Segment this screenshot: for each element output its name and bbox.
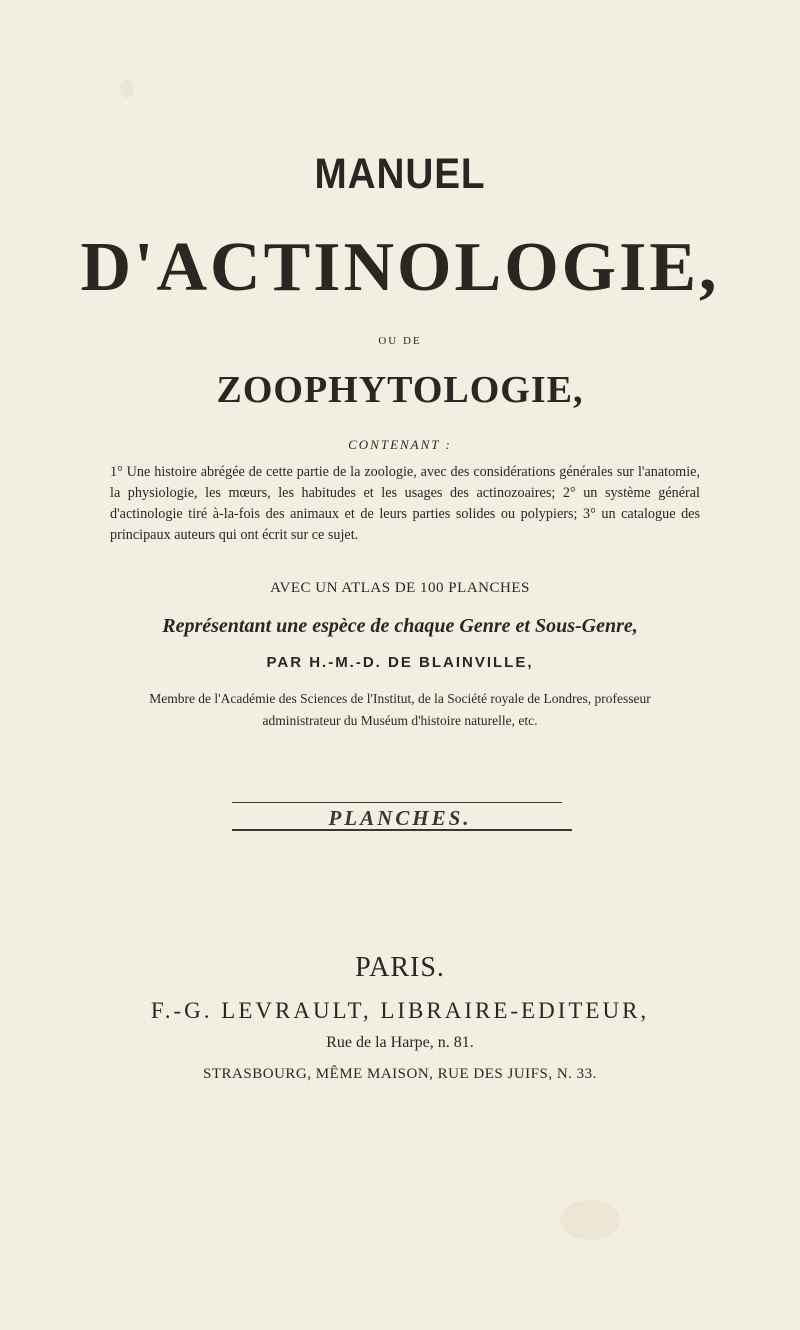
paper-stain bbox=[120, 80, 134, 98]
atlas-line: AVEC UN ATLAS DE 100 PLANCHES bbox=[270, 580, 530, 596]
planches-bottom-rule bbox=[232, 829, 572, 831]
author-credentials-line-1: Membre de l'Académie des Sciences de l'Institut, de la Société royale de Londres, professeur bbox=[149, 691, 651, 706]
city-line: PARIS. bbox=[355, 952, 445, 983]
paper-stain bbox=[560, 1200, 620, 1240]
strasbourg-line: STRASBOURG, MÊME MAISON, RUE DES JUIFS, N. 33. bbox=[203, 1066, 597, 1082]
representant-line: Représentant une espèce de chaque Genre et Sous-Genre, bbox=[162, 615, 638, 637]
publisher-line: F.-G. LEVRAULT, LIBRAIRE-EDITEUR, bbox=[150, 998, 650, 1023]
title-actinologie: D'ACTINOLOGIE, bbox=[80, 229, 720, 306]
address-line: Rue de la Harpe, n. 81. bbox=[326, 1034, 474, 1051]
subtitle-ou-de: OU DE bbox=[378, 335, 422, 347]
contents-paragraph: 1° Une histoire abrégée de cette partie de la zoologie, avec des considérations générales sur l'anatomie, la physiologie, les mœurs, les habitudes et les usages des actinozoaires; 2° un système général d'actinologie tiré à-la-fois des animaux et de leurs parties solides ou polypiers; 3° un catalogue des principaux auteurs qui ont écrit sur ce sujet. bbox=[110, 464, 700, 543]
author-line: PAR H.-M.-D. DE BLAINVILLE, bbox=[266, 654, 534, 671]
author-credentials-line-2: administrateur du Muséum d'histoire naturelle, etc. bbox=[262, 713, 538, 728]
contenant-heading: CONTENANT : bbox=[348, 437, 452, 452]
title-zoophytologie: ZOOPHYTOLOGIE, bbox=[216, 369, 584, 411]
title-manuel: MANUEL bbox=[314, 150, 486, 198]
planches-label: PLANCHES. bbox=[328, 806, 472, 830]
planches-top-rule bbox=[232, 802, 562, 803]
